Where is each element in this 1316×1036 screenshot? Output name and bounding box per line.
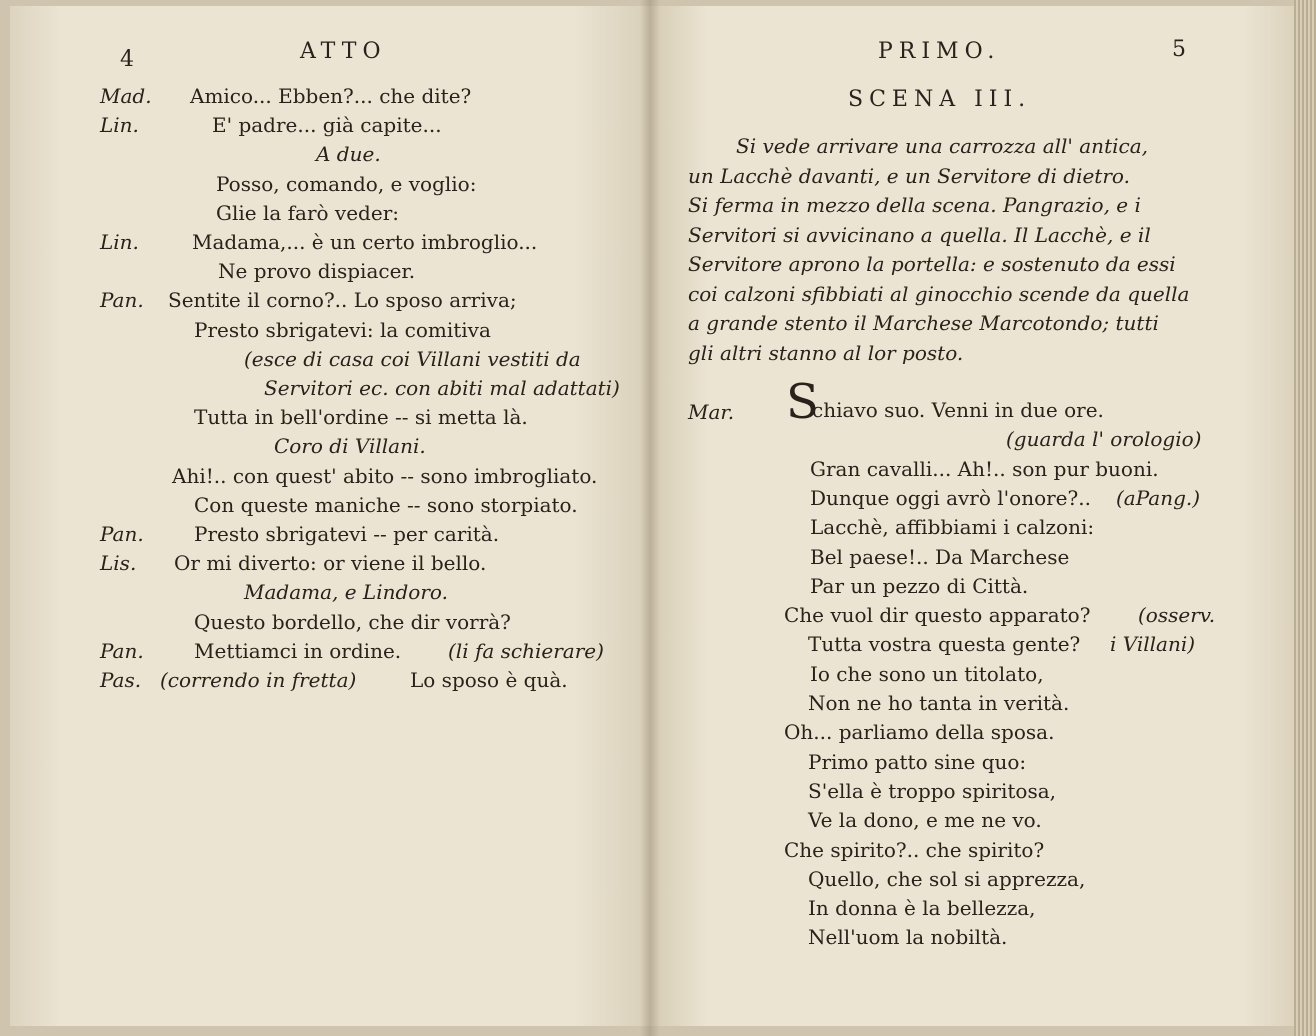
left-running-head: ATTO [300,39,387,64]
speaker-label: Pan. [100,638,144,663]
speaker-label: Mad. [100,84,152,108]
verse-line: Ve la dono, e me ne vo. [808,808,1042,833]
verse-line: Coro di Villani. [274,434,426,459]
verse-line: Gran cavalli... Ah!.. son pur buoni. [810,456,1159,481]
stage-direction-line: un Lacchè davanti, e un Servitore di dietro. [688,163,1130,188]
stage-direction-line: gli altri stanno al lor posto. [688,340,964,365]
verse-line: Tutta vostra questa gente? [808,632,1081,657]
stage-aside: (osserv. [1138,603,1216,628]
stage-direction-line: a grande stento il Marchese Marcotondo; tutti [688,311,1159,335]
verse-line: Presto sbrigatevi -- per carità. [194,522,500,546]
verse-line: Io che sono un titolato, [810,661,1044,686]
stage-direction-line: coi calzoni sfibbiati al ginocchio scende da quella [688,281,1190,306]
speaker-label: Pan. [100,288,144,313]
stage-direction-line: Si vede arrivare una carrozza all' antica, [736,134,1148,158]
stage-aside: (li fa schierare) [448,638,604,663]
speaker-label: Pas. [100,668,142,692]
speaker-label: Lin. [100,230,139,254]
verse-line: Bel paese!.. Da Marchese [810,544,1070,569]
right-running-head: PRIMO. [878,39,1001,64]
book-gutter [640,0,660,1036]
stage-direction-line: Si ferma in mezzo della scena. Pangrazio, e i [688,193,1141,217]
speaker-label: Lis. [100,551,137,576]
verse-line: Sentite il corno?.. Lo sposo arriva; [168,288,517,313]
verse-line: Ahi!.. con quest' abito -- sono imbrogliato. [172,463,598,488]
verse-line: Lo sposo è quà. [410,668,568,692]
verse-line: Posso, comando, e voglio: [216,171,477,196]
verse-line: In donna è la bellezza, [808,896,1036,921]
verse-line: Oh... parliamo della sposa. [784,720,1055,745]
verse-line: Non ne ho tanta in verità. [808,691,1070,715]
stage-aside: (aPang.) [1116,485,1201,510]
stage-direction-line: Servitore aprono la portella: e sostenuto da essi [688,252,1176,276]
right-page-number: 5 [1172,37,1186,62]
speaker-label: Pan. [100,522,144,546]
drop-cap: S [786,374,819,430]
verse-line: Primo patto sine quo: [808,749,1027,774]
verse-line: Or mi diverto: or viene il bello. [174,551,487,576]
verse-line: Che vuol dir questo apparato? [784,603,1091,628]
verse-line: Amico... Ebben?... che dite? [190,84,472,108]
verse-line: Quello, che sol si apprezza, [808,866,1086,891]
verse-line: (guarda l' orologio) [1006,427,1202,452]
verse-line: Con queste maniche -- sono storpiato. [194,492,578,517]
verse-line: (esce di casa coi Villani vestiti da [244,346,581,371]
verse-line: chiavo suo. Venni in due ore. [812,398,1104,422]
page-edges [1294,0,1316,1036]
verse-line: Servitori ec. con abiti mal adattati) [264,376,620,400]
verse-line: Par un pezzo di Città. [810,573,1029,598]
stage-direction-line: Servitori si avvicinano a quella. Il Lacchè, e il [688,222,1151,247]
verse-line: Presto sbrigatevi: la comitiva [194,317,491,342]
stage-aside: (correndo in fretta) [160,668,357,692]
verse-line: Madama, e Lindoro. [244,580,448,605]
verse-line: Glie la farò veder: [216,200,399,225]
verse-line: Questo bordello, che dir vorrà? [194,609,511,634]
scene-title: SCENA III. [848,87,1032,112]
verse-line: E' padre... già capite... [212,113,442,138]
verse-line: Madama,... è un certo imbroglio... [192,230,538,254]
stage-aside: i Villani) [1110,632,1196,657]
verse-line: Mettiamci in ordine. [194,638,402,663]
speaker-label: Lin. [100,113,139,138]
verse-line: A due. [316,142,381,167]
verse-line: Che spirito?.. che spirito? [784,837,1045,862]
verse-line: Dunque oggi avrò l'onore?.. [810,485,1091,510]
speaker-mar: Mar. [688,400,735,424]
verse-line: Nell'uom la nobiltà. [808,925,1008,950]
verse-line: Ne provo dispiacer. [218,259,416,284]
left-page-number: 4 [120,47,134,72]
verse-line: S'ella è troppo spiritosa, [808,778,1056,803]
verse-line: Tutta in bell'ordine -- si metta là. [194,405,528,430]
verse-line: Lacchè, affibbiami i calzoni: [810,515,1095,540]
